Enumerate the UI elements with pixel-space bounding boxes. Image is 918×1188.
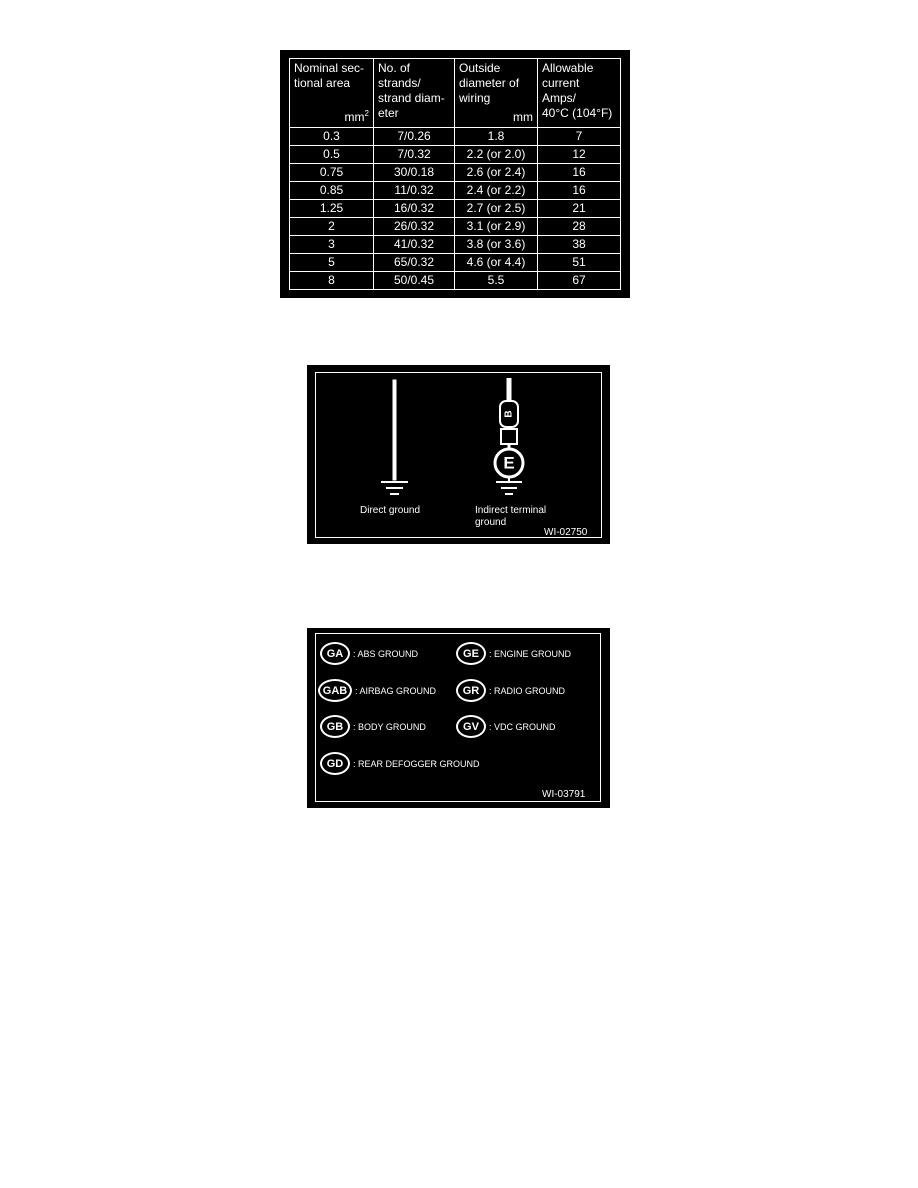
indirect-ground-label: Indirect terminal ground: [475, 505, 547, 528]
table-row: [290, 236, 621, 254]
legend-label: : VDC GROUND: [489, 721, 556, 732]
legend-item-ge: [456, 642, 571, 665]
table-cell: 1.25: [290, 200, 374, 218]
legend-label: : REAR DEFOGGER GROUND: [353, 758, 480, 769]
table-cell: 28: [538, 218, 621, 236]
legend-item-ga: [320, 642, 418, 665]
table-cell: 2.6 (or 2.4): [455, 164, 538, 182]
table-cell: 50/0.45: [374, 272, 455, 290]
table-cell: 26/0.32: [374, 218, 455, 236]
legend-item-gr: [456, 679, 565, 702]
table-cell: 8: [290, 272, 374, 290]
table-cell: 2: [290, 218, 374, 236]
header-allowable-current: Allowable current Amps/ 40°C (104°F): [538, 59, 621, 128]
table-row: [290, 218, 621, 236]
header-strands: No. of strands/ strand diam- eter: [374, 59, 455, 128]
ground-code-badge: GD: [320, 752, 350, 775]
terminal-e-label: E: [503, 453, 515, 473]
table-cell: 7/0.32: [374, 146, 455, 164]
table-cell: 11/0.32: [374, 182, 455, 200]
ground-legend-figure: [307, 628, 610, 808]
table-cell: 21: [538, 200, 621, 218]
legend-label: : ABS GROUND: [353, 648, 419, 659]
figure-code: WI-03791: [542, 789, 586, 800]
header-nominal-area: Nominal sec- tional area $mm^2$: [290, 59, 374, 128]
header-outside-diameter: Outside diameter of wiring mm: [455, 59, 538, 128]
legend-item-gd: [320, 752, 480, 775]
header-unit: $mm^2$: [344, 109, 369, 124]
wire-spec-table: [289, 58, 621, 290]
ground-code-badge: GAB: [318, 679, 352, 702]
table-cell: 3.8 (or 3.6): [455, 236, 538, 254]
table-row: [290, 200, 621, 218]
table-cell: 3.1 (or 2.9): [455, 218, 538, 236]
table-row: [290, 146, 621, 164]
table-cell: 0.85: [290, 182, 374, 200]
table-cell: 0.5: [290, 146, 374, 164]
table-row: [290, 272, 621, 290]
table-cell: 65/0.32: [374, 254, 455, 272]
legend-label: : ENGINE GROUND: [489, 648, 572, 659]
table-cell: 51: [538, 254, 621, 272]
table-row: [290, 182, 621, 200]
table-cell: 16/0.32: [374, 200, 455, 218]
table-cell: 2.4 (or 2.2): [455, 182, 538, 200]
table-cell: 41/0.32: [374, 236, 455, 254]
wire-spec-figure: [280, 50, 630, 298]
table-cell: 5.5: [455, 272, 538, 290]
table-cell: 0.3: [290, 128, 374, 146]
table-cell: 2.7 (or 2.5): [455, 200, 538, 218]
table-row: [290, 128, 621, 146]
legend-item-gv: [456, 715, 556, 738]
table-row: [290, 254, 621, 272]
ground-code-badge: GB: [320, 715, 350, 738]
table-cell: 67: [538, 272, 621, 290]
table-cell: 3: [290, 236, 374, 254]
ground-code-badge: GE: [456, 642, 486, 665]
header-unit: mm: [513, 110, 533, 124]
ground-code-badge: GV: [456, 715, 486, 738]
table-cell: 30/0.18: [374, 164, 455, 182]
terminal-b-label: B: [503, 410, 515, 418]
table-cell: 0.75: [290, 164, 374, 182]
table-cell: 2.2 (or 2.0): [455, 146, 538, 164]
table-cell: 16: [538, 182, 621, 200]
table-row: [290, 164, 621, 182]
table-header-row: [290, 59, 621, 128]
table-cell: 12: [538, 146, 621, 164]
table-cell: 38: [538, 236, 621, 254]
direct-ground-label: Direct ground: [360, 505, 421, 516]
direct-ground-symbol: [381, 379, 408, 494]
legend-item-gab: [318, 679, 436, 702]
table-cell: 7/0.26: [374, 128, 455, 146]
ground-diagram: [307, 365, 610, 544]
ground-code-badge: GR: [456, 679, 486, 702]
legend-label: : RADIO GROUND: [489, 685, 566, 696]
ground-code-badge: GA: [320, 642, 350, 665]
table-cell: 1.8: [455, 128, 538, 146]
table-cell: 16: [538, 164, 621, 182]
figure-code: WI-02750: [544, 527, 588, 538]
table-cell: 5: [290, 254, 374, 272]
ground-types-figure: [307, 365, 610, 544]
indirect-ground-symbol: [495, 378, 523, 494]
legend-item-gb: [320, 715, 426, 738]
table-cell: 7: [538, 128, 621, 146]
legend-label: : AIRBAG GROUND: [355, 685, 437, 696]
table-cell: 4.6 (or 4.4): [455, 254, 538, 272]
legend-label: : BODY GROUND: [353, 721, 426, 732]
